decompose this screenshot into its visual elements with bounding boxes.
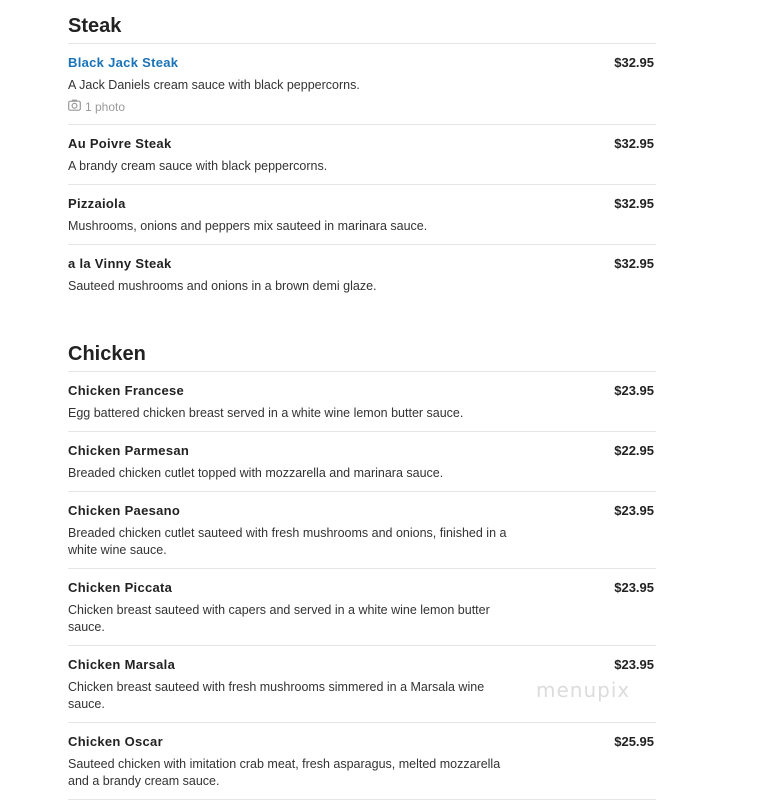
item-description: A brandy cream sauce with black peppercorns. bbox=[68, 159, 328, 173]
item-price: $22.95 bbox=[614, 443, 654, 458]
menu-item bbox=[68, 646, 656, 723]
menu-item bbox=[68, 245, 656, 304]
watermark: menupix bbox=[536, 678, 631, 702]
item-name: Chicken Francese bbox=[68, 383, 185, 398]
menu-item bbox=[68, 185, 656, 245]
item-price: $32.95 bbox=[614, 256, 654, 271]
item-name: Chicken Paesano bbox=[68, 503, 181, 518]
item-description: Sauteed mushrooms and onions in a brown demi glaze. bbox=[68, 279, 377, 293]
item-price: $23.95 bbox=[614, 580, 654, 595]
menu-item bbox=[68, 569, 656, 646]
section-steak bbox=[68, 0, 656, 304]
section-title: Chicken bbox=[68, 326, 656, 372]
item-description: Chicken breast sauteed with capers and served in a white wine lemon butter sauce. bbox=[68, 603, 490, 634]
menu-item bbox=[68, 44, 656, 125]
section-chicken bbox=[68, 326, 656, 800]
menu-item bbox=[68, 492, 656, 569]
item-description: Sauteed chicken with imitation crab meat, fresh asparagus, melted mozzarella and a brandy cream sauce. bbox=[68, 757, 501, 788]
item-name: Au Poivre Steak bbox=[68, 136, 172, 151]
item-name: Chicken Piccata bbox=[68, 580, 173, 595]
menu-item bbox=[68, 372, 656, 432]
item-description: Egg battered chicken breast served in a white wine lemon butter sauce. bbox=[68, 406, 464, 420]
item-price: $25.95 bbox=[614, 734, 654, 749]
item-price: $32.95 bbox=[614, 55, 654, 70]
item-name-link[interactable]: Black Jack Steak bbox=[68, 55, 179, 70]
menu-item bbox=[68, 432, 656, 492]
item-description: Chicken breast sauteed with fresh mushrooms simmered in a Marsala wine sauce. bbox=[68, 680, 485, 711]
item-name: a la Vinny Steak bbox=[68, 256, 172, 271]
menu bbox=[68, 0, 656, 800]
item-name: Chicken Parmesan bbox=[68, 443, 190, 458]
item-price: $23.95 bbox=[614, 383, 654, 398]
item-price: $23.95 bbox=[614, 657, 654, 672]
photo-count: 1 photo bbox=[85, 100, 126, 114]
item-price: $32.95 bbox=[614, 136, 654, 151]
menu-item bbox=[68, 125, 656, 185]
item-description: Mushrooms, onions and peppers mix sauteed in marinara sauce. bbox=[68, 219, 428, 233]
item-description: A Jack Daniels cream sauce with black peppercorns. bbox=[68, 78, 360, 92]
item-name: Chicken Oscar bbox=[68, 734, 163, 749]
section-title: Steak bbox=[68, 0, 656, 44]
camera-icon bbox=[68, 99, 81, 115]
photo-link[interactable] bbox=[68, 99, 656, 115]
item-description: Breaded chicken cutlet sauteed with fresh mushrooms and onions, finished in a white wine sauce. bbox=[68, 526, 507, 557]
item-name: Chicken Marsala bbox=[68, 657, 176, 672]
menu-item bbox=[68, 723, 656, 800]
item-price: $32.95 bbox=[614, 196, 654, 211]
item-price: $23.95 bbox=[614, 503, 654, 518]
item-name: Pizzaiola bbox=[68, 196, 126, 211]
item-description: Breaded chicken cutlet topped with mozzarella and marinara sauce. bbox=[68, 466, 444, 480]
